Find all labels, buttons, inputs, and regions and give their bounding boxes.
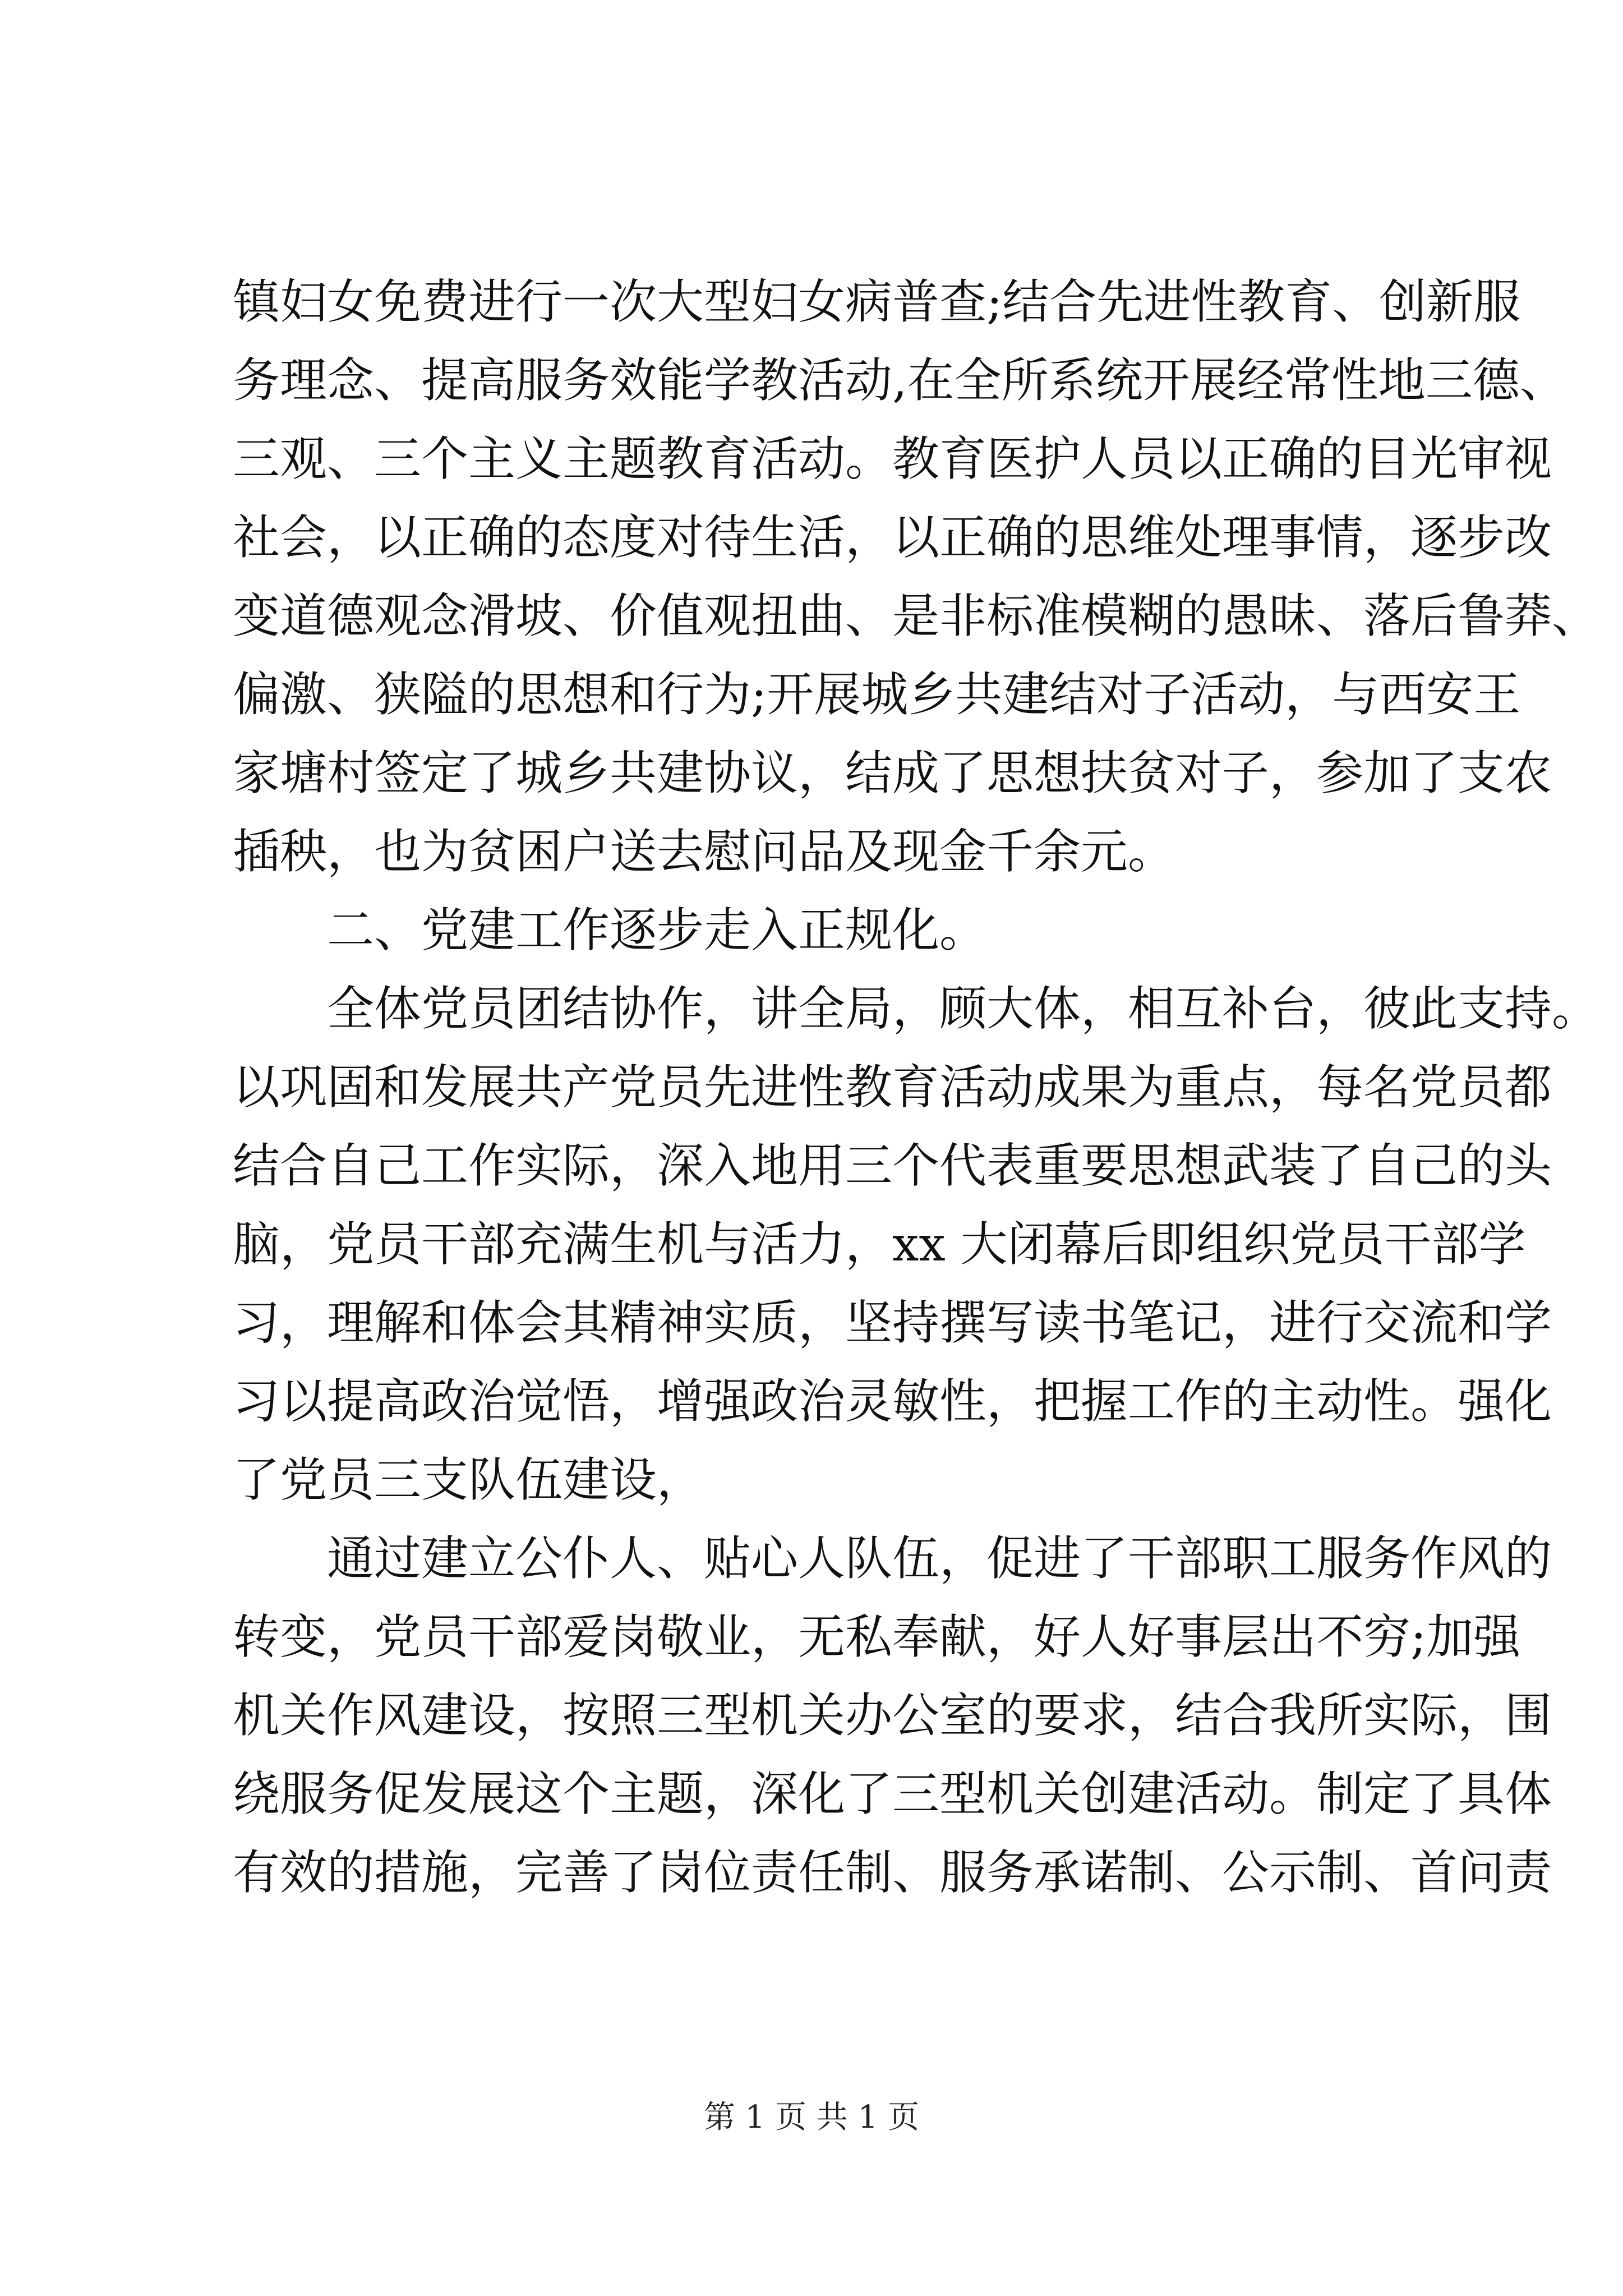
text-line: 偏激、狭隘的思想和行为;开展城乡共建结对子活动，与西安王 (233, 667, 1521, 722)
text-line: 镇妇女免费进行一次大型妇女病普查;结合先进性教育、创新服 (233, 274, 1521, 329)
text-line: 机关作风建设，按照三型机关办公室的要求，结合我所实际，围 (233, 1688, 1552, 1743)
text-line: 以巩固和发展共产党员先进性教育活动成果为重点，每名党员都 (233, 1060, 1552, 1115)
text-line: 社会，以正确的态度对待生活，以正确的思维处理事情，逐步改 (233, 510, 1552, 565)
text-line: 通过建立公仆人、贴心人队伍，促进了干部职工服务作风的 (327, 1531, 1552, 1586)
text-line: 脑，党员干部充满生机与活力，xx 大闭幕后即组织党员干部学 (233, 1217, 1526, 1272)
text-line: 转变，党员干部爱岗敬业，无私奉献，好人好事层出不穷;加强 (233, 1609, 1521, 1664)
text-line: 绕服务促发展这个主题，深化了三型机关创建活动。制定了具体 (233, 1766, 1552, 1821)
page-number-footer: 第 1 页 共 1 页 (703, 2099, 920, 2136)
text-line: 了党员三支队伍建设， (233, 1452, 704, 1507)
text-line: 务理念、提高服务效能学教活动,在全所系统开展经常性地三德、 (233, 353, 1567, 408)
text-line: 习以提高政治觉悟，增强政治灵敏性，把握工作的主动性。强化 (233, 1374, 1552, 1429)
text-line: 家塘村签定了城乡共建协议，结成了思想扶贫对子，参加了支农 (233, 746, 1552, 800)
text-line: 变道德观念滑坡、价值观扭曲、是非标准模糊的愚昧、落后鲁莽、 (233, 588, 1599, 643)
section-heading: 二、党建工作逐步走入正规化。 (327, 903, 987, 958)
text-line: 三观、三个主义主题教育活动。教育医护人员以正确的目光审视 (233, 431, 1552, 486)
text-line: 插秧，也为贫困户送去慰问品及现金千余元。 (233, 824, 1175, 879)
text-line: 习，理解和体会其精神实质，坚持撰写读书笔记，进行交流和学 (233, 1295, 1552, 1350)
text-line: 全体党员团结协作，讲全局，顾大体，相互补台，彼此支持。 (327, 981, 1599, 1036)
text-line: 有效的措施，完善了岗位责任制、服务承诺制、公示制、首问责 (233, 1845, 1552, 1900)
text-line: 结合自己工作实际，深入地用三个代表重要思想武装了自己的头 (233, 1138, 1552, 1193)
